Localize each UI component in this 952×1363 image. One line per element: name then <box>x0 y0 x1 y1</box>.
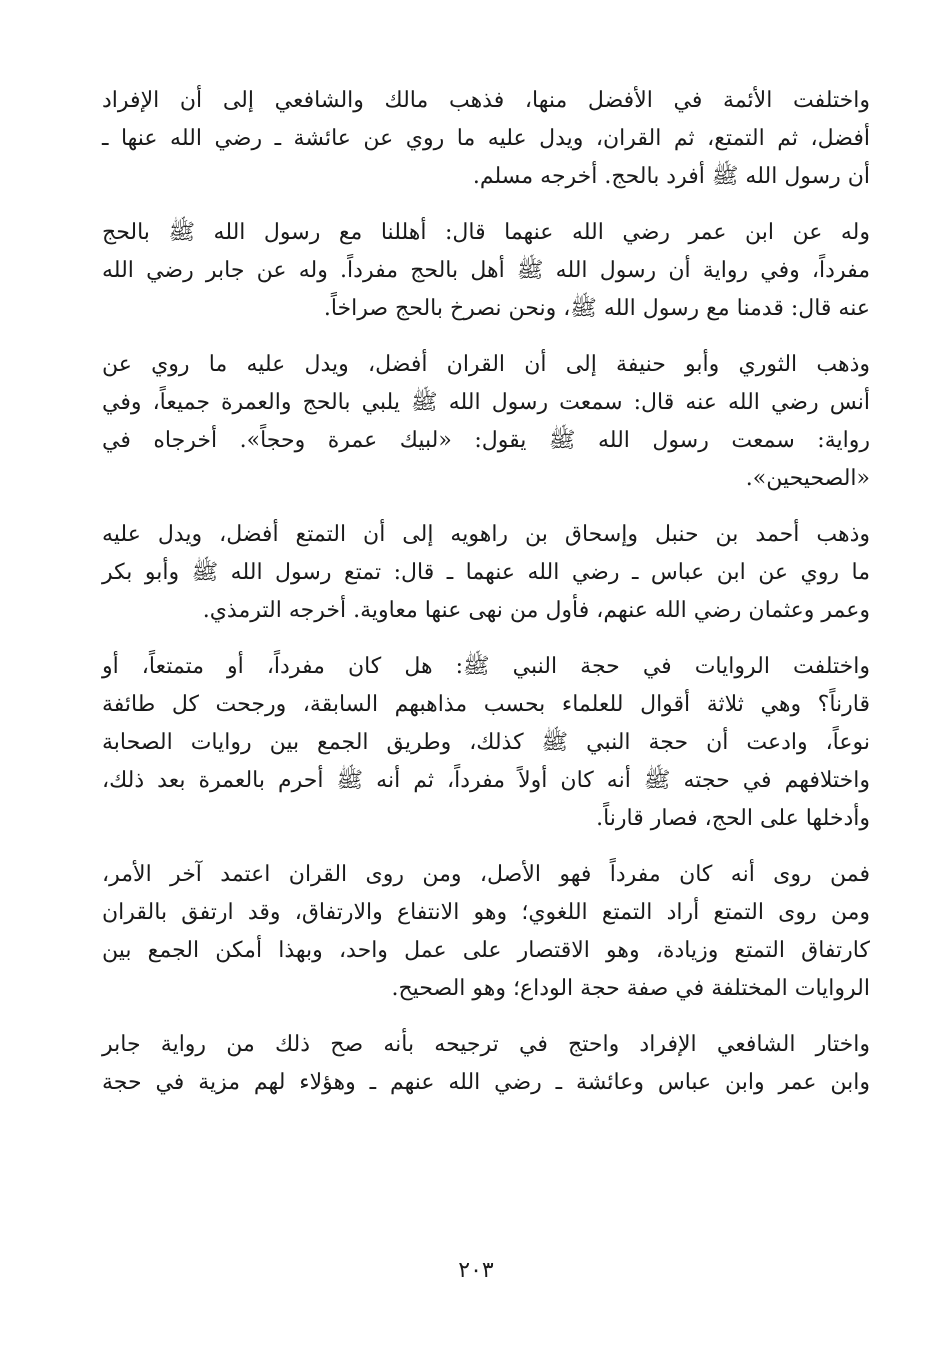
text-line: وعمر وعثمان رضي الله عنهم، فأول من نهى عنها معاوية. أخرجه الترمذي. <box>202 598 870 623</box>
paragraph-4 <box>102 516 870 630</box>
text-line: وذهب أحمد بن حنبل وإسحاق بن راهويه إلى أن التمتع أفضل، ويدل عليه <box>102 522 870 547</box>
text-line: أن رسول الله ﷺ أفرد بالحج. أخرجه مسلم. <box>472 164 870 189</box>
body-text <box>102 82 870 1120</box>
text-line: وله عن ابن عمر رضي الله عنهما قال: أهللنا مع رسول الله ﷺ بالحج <box>102 220 870 245</box>
text-line: وأدخلها على الحج، فصار قارناً. <box>596 806 870 831</box>
text-line: وذهب الثوري وأبو حنيفة إلى أن القران أفضل، ويدل عليه ما روي عن <box>102 352 870 377</box>
text-line: واختار الشافعي الإفراد واحتج في ترجيحه بأنه صح ذلك من رواية جابر <box>102 1032 870 1057</box>
text-line: الروايات المختلفة في صفة حجة الوداع؛ وهو الصحيح. <box>391 976 870 1001</box>
text-line: كارتفاق التمتع وزيادة، وهو الاقتصار على عمل واحد، وبهذا أمكن الجمع بين <box>102 938 870 963</box>
text-line: عنه قال: قدمنا مع رسول الله ﷺ، ونحن نصرخ بالحج صراخاً. <box>323 296 870 321</box>
page-number: ٢٠٣ <box>458 1258 494 1283</box>
paragraph-3 <box>102 346 870 498</box>
text-line: واختلفت الأئمة في الأفضل منها، فذهب مالك والشافعي إلى أن الإفراد <box>102 88 870 113</box>
text-line: فمن روى أنه كان مفرداً فهو الأصل، ومن روى القران اعتمد آخر الأمر، <box>102 862 870 887</box>
text-line: ما روي عن ابن عباس ـ رضي الله عنهما ـ قال: تمتع رسول الله ﷺ وأبو بكر <box>102 560 870 585</box>
text-line: أنس رضي الله عنه قال: سمعت رسول الله ﷺ يلبي بالحج والعمرة جميعاً، وفي <box>102 390 870 415</box>
text-line: قارناً؟ وهي ثلاثة أقوال للعلماء بحسب مذاهبهم السابقة، ورجحت كل طائفة <box>102 692 870 717</box>
paragraph-2 <box>102 214 870 328</box>
paragraph-5 <box>102 648 870 838</box>
paragraph-1 <box>102 82 870 196</box>
text-line: رواية: سمعت رسول الله ﷺ يقول: «لبيك عمرة وحجاً». أخرجاه في <box>102 428 870 453</box>
text-line: «الصحيحين». <box>745 466 870 491</box>
text-line: واختلافهم في حجته ﷺ أنه كان أولاً مفرداً، ثم أنه ﷺ أحرم بالعمرة بعد ذلك، <box>102 768 870 793</box>
text-line: واختلفت الروايات في حجة النبي ﷺ: هل كان مفرداً، أو متمتعاً، أو <box>102 654 870 679</box>
text-line: ومن روى التمتع أراد التمتع اللغوي؛ وهو الانتفاع والارتفاق، وقد ارتفق بالقران <box>102 900 870 925</box>
text-line: مفرداً، وفي رواية أن رسول الله ﷺ أهل بالحج مفرداً. وله عن جابر رضي الله <box>102 258 870 283</box>
text-line: وابن عمر وابن عباس وعائشة ـ رضي الله عنهم ـ وهؤلاء لهم مزية في حجة <box>102 1070 870 1095</box>
paragraph-6 <box>102 856 870 1008</box>
paragraph-7 <box>102 1026 870 1102</box>
text-line: نوعاً، وادعت أن حجة النبي ﷺ كذلك، وطريق الجمع بين روايات الصحابة <box>102 730 870 755</box>
text-line: أفضل، ثم التمتع، ثم القران، ويدل عليه ما روي عن عائشة ـ رضي الله عنها ـ <box>102 126 870 151</box>
